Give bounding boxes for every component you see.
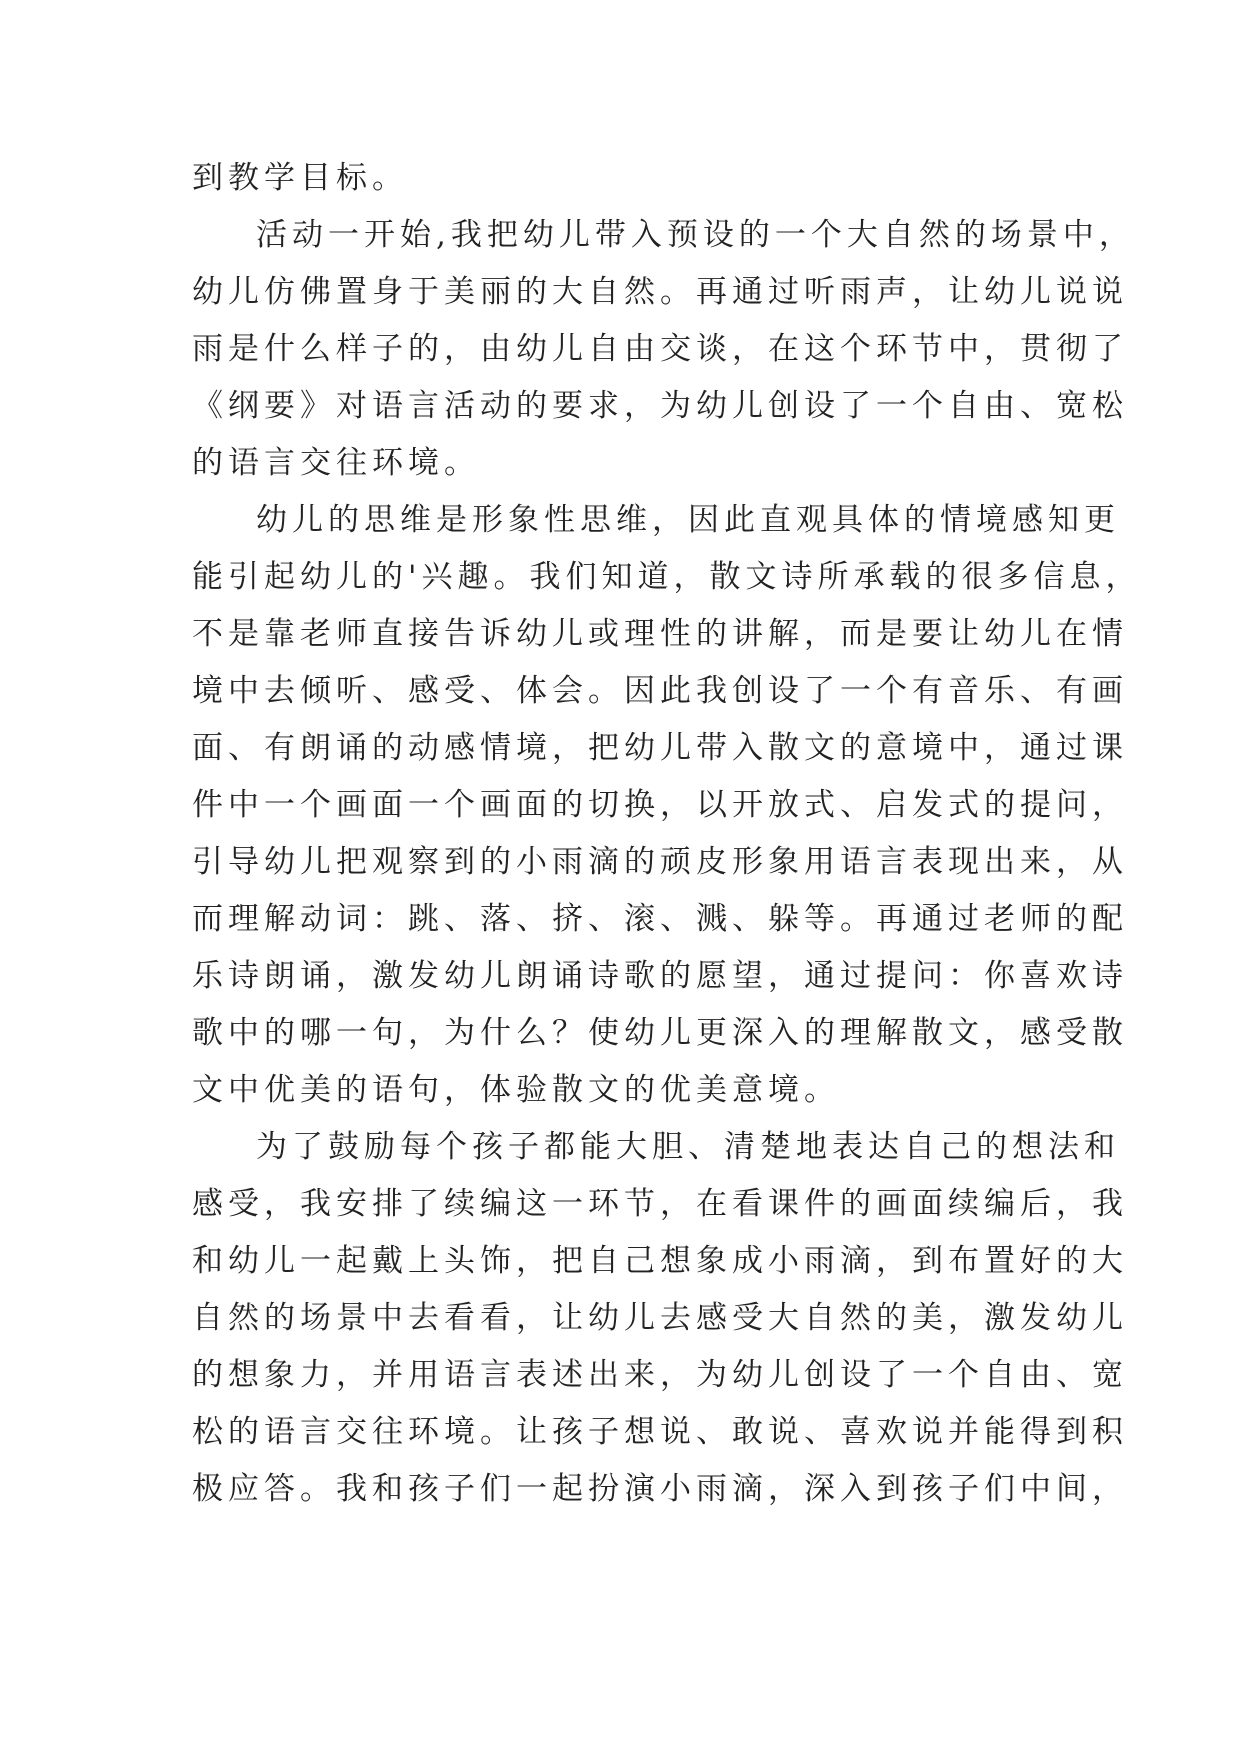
text-line: 面、有朗诵的动感情境，把幼儿带入散文的意境中，通过课 (192, 730, 1128, 766)
text-line: 能引起幼儿的'兴趣。我们知道，散文诗所承载的很多信息， (192, 559, 1142, 595)
text-line: 不是靠老师直接告诉幼儿或理性的讲解，而是要让幼儿在情 (192, 616, 1128, 652)
text-line: 境中去倾听、感受、体会。因此我创设了一个有音乐、有画 (192, 673, 1128, 709)
text-line: 和幼儿一起戴上头饰，把自己想象成小雨滴，到布置好的大 (192, 1243, 1128, 1279)
text-line: 幼儿仿佛置身于美丽的大自然。再通过听雨声，让幼儿说说 (192, 274, 1128, 310)
text-line: 到教学目标。 (192, 160, 408, 196)
text-line: 松的语言交往环境。让孩子想说、敢说、喜欢说并能得到积 (192, 1414, 1128, 1450)
text-line: 引导幼儿把观察到的小雨滴的顽皮形象用语言表现出来，从 (192, 844, 1128, 880)
text-line: 歌中的哪一句，为什么？使幼儿更深入的理解散文，感受散 (192, 1015, 1128, 1051)
text-line: 感受，我安排了续编这一环节，在看课件的画面续编后，我 (192, 1186, 1128, 1222)
paragraph-start-line: 活动一开始,我把幼儿带入预设的一个大自然的场景中， (256, 217, 1135, 253)
text-line: 雨是什么样子的，由幼儿自由交谈，在这个环节中，贯彻了 (192, 331, 1128, 367)
text-line: 件中一个画面一个画面的切换，以开放式、启发式的提问， (192, 787, 1128, 823)
text-line: 的语言交往环境。 (192, 445, 480, 481)
paragraph-start-line: 幼儿的思维是形象性思维，因此直观具体的情境感知更 (256, 502, 1120, 538)
text-line: 而理解动词：跳、落、挤、滚、溅、躲等。再通过老师的配 (192, 901, 1128, 937)
text-line: 的想象力，并用语言表述出来，为幼儿创设了一个自由、宽 (192, 1357, 1128, 1393)
text-line: 自然的场景中去看看，让幼儿去感受大自然的美，激发幼儿 (192, 1300, 1128, 1336)
text-line: 文中优美的语句，体验散文的优美意境。 (192, 1072, 840, 1108)
text-line: 乐诗朗诵，激发幼儿朗诵诗歌的愿望，通过提问：你喜欢诗 (192, 958, 1128, 994)
paragraph-start-line: 为了鼓励每个孩子都能大胆、清楚地表达自己的想法和 (256, 1129, 1120, 1165)
text-line: 《纲要》对语言活动的要求，为幼儿创设了一个自由、宽松 (192, 388, 1128, 424)
body-text (192, 150, 1142, 1518)
text-line: 极应答。我和孩子们一起扮演小雨滴，深入到孩子们中间， (192, 1471, 1128, 1507)
